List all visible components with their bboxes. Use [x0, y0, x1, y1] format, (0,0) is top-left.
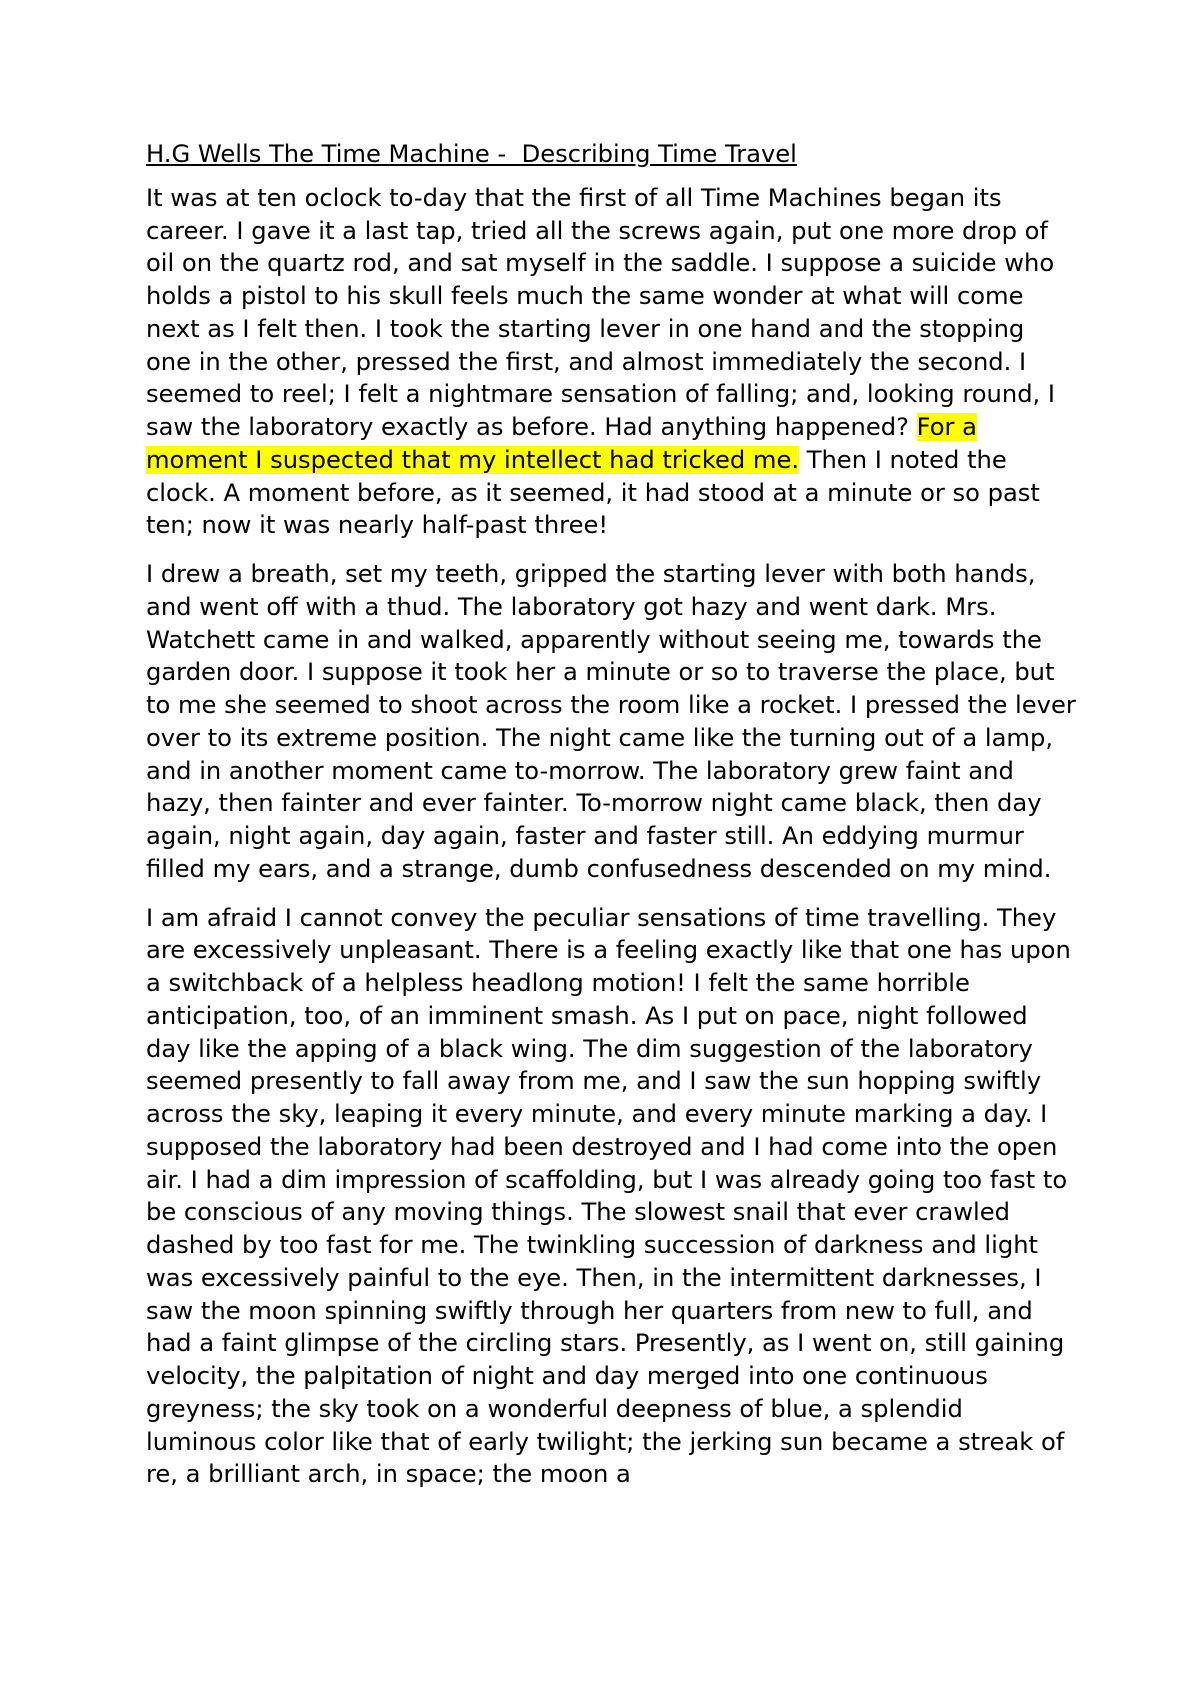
document-title: H.G Wells The Time Machine - Describing Time Travel: [146, 140, 797, 168]
highlighted-sentence: For a moment I suspected that my intellect had tricked me.: [146, 413, 977, 474]
paragraph-3: I am afraid I cannot convey the peculiar sensations of time travelling. They are excessively unpleasant. There is a feeling exactly like that one has upon a switchback of a helpless headlong motion! I felt the same horrible anticipation, too, of an imminent smash. As I put on pace, night followed day like the apping of a black wing. The dim suggestion of the laboratory seemed presently to fall away from me, and I saw the sun hopping swiftly across the sky, leaping it every minute, and every minute marking a day. I supposed the laboratory had been destroyed and I had come into the open air. I had a dim impression of scaffolding, but I was already going too fast to be conscious of any moving things. The slowest snail that ever crawled dashed by too fast for me. The twinkling succession of darkness and light was excessively painful to the eye. Then, in the intermittent darknesses, I saw the moon spinning swiftly through her quarters from new to full, and had a faint glimpse of the circling stars. Presently, as I went on, still gaining velocity, the palpitation of night and day merged into one continuous greyness; the sky took on a wonderful deepness of blue, a splendid luminous color like that of early twilight; the jerking sun became a streak of re, a brilliant arch, in space; the moon a: [146, 903, 1071, 1489]
document-page: [146, 138, 1076, 1507]
paragraph-2: I drew a breath, set my teeth, gripped the starting lever with both hands, and went off with a thud. The laboratory got hazy and went dark. Mrs. Watchett came in and walked, apparently without seeing me, towards the garden door. I suppose it took her a minute or so to traverse the place, but to me she seemed to shoot across the room like a rocket. I pressed the lever over to its extreme position. The night came like the turning out of a lamp, and in another moment came to-morrow. The laboratory grew faint and hazy, then fainter and ever fainter. To-morrow night came black, then day again, night again, day again, faster and faster still. An eddying murmur filled my ears, and a strange, dumb confusedness descended on my mind.: [146, 560, 1076, 883]
paragraph-1-text-start: It was at ten oclock to-day that the first of all Time Machines began its career. I gave it a last tap, tried all the screws again, put one more drop of oil on the quartz rod, and sat myself in the saddle. I suppose a suicide who holds a pistol to his skull feels much the same wonder at what will come next as I felt then. I took the starting lever in one hand and the stopping one in the other, pressed the first, and almost immediately the second. I seemed to reel; I felt a nightmare sensation of falling; and, looking round, I saw the laboratory exactly as before. Had anything happened?: [146, 183, 1056, 441]
paragraph-1: [146, 182, 1076, 542]
paragraph-1-text-end: Then I noted the clock. A moment before, as it seemed, it had stood at a minute or so past ten; now it was nearly half-past three!: [146, 445, 1040, 540]
